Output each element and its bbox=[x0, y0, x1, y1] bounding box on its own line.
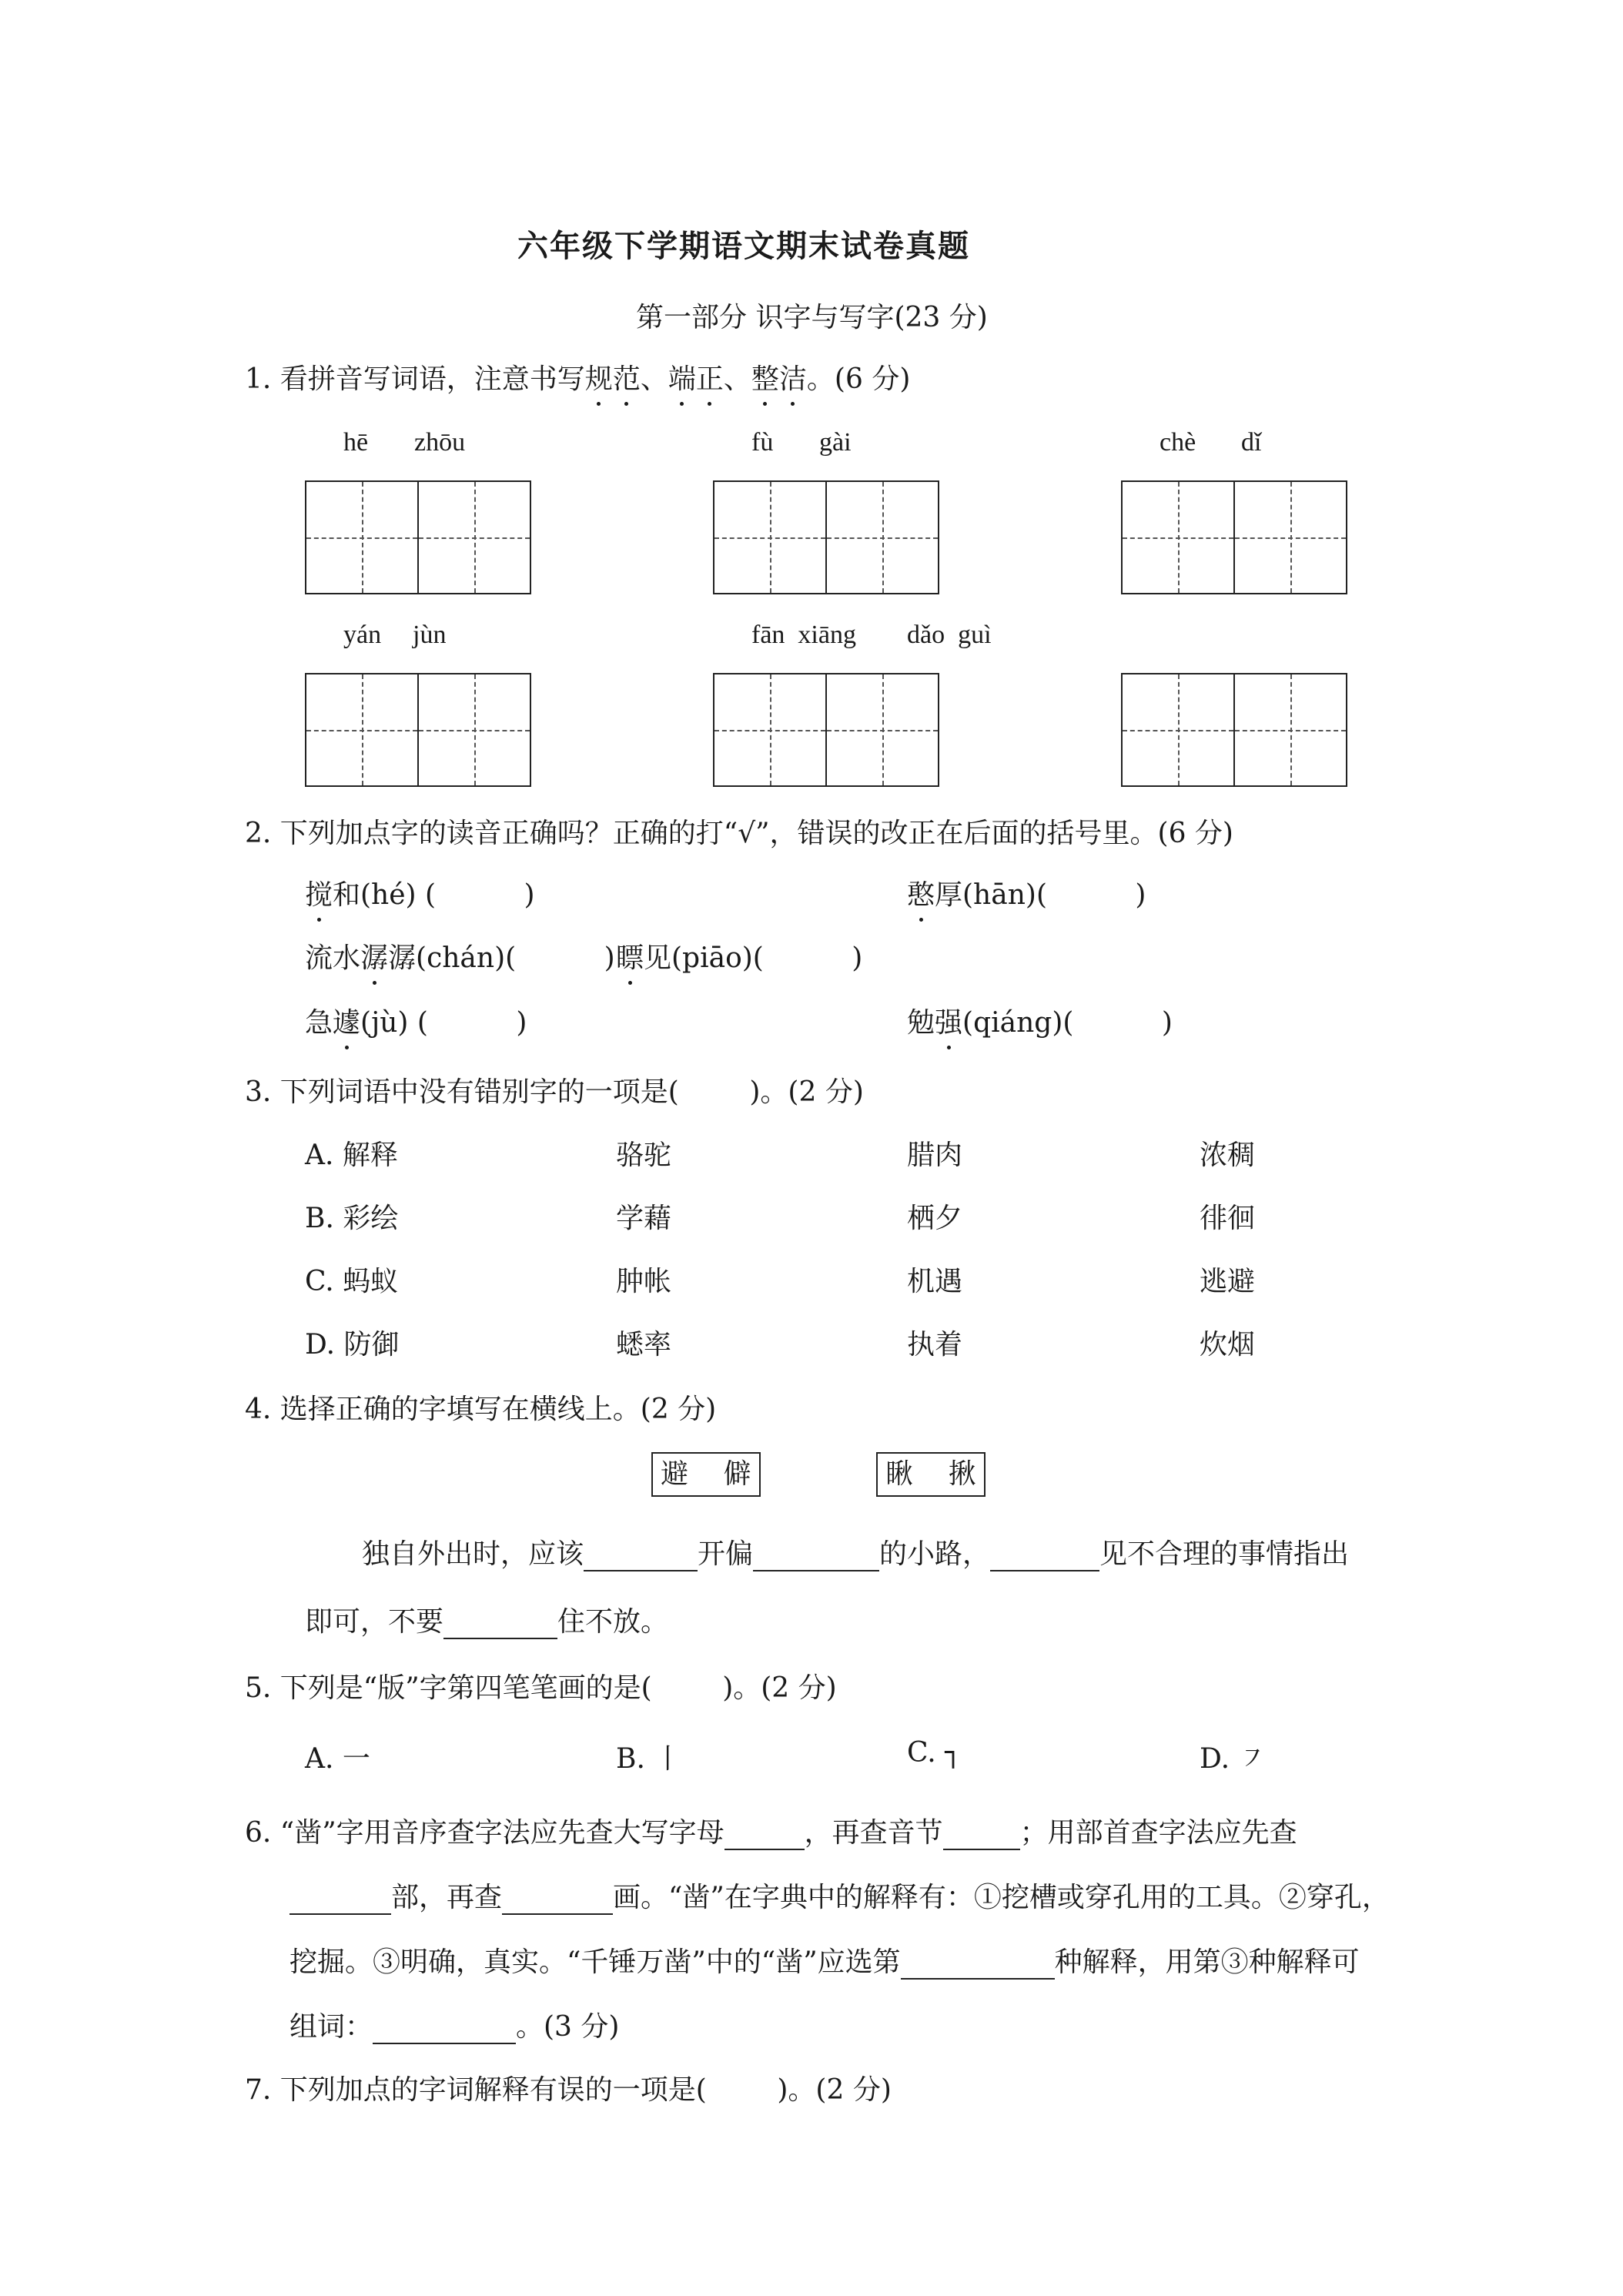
pinyin-5a: fān xiāng bbox=[751, 621, 856, 649]
dotted-char: 瞟 bbox=[616, 936, 644, 976]
choice-box-2: 瞅 揪 bbox=[876, 1452, 986, 1497]
option-d-3: 执着 bbox=[907, 1329, 963, 1361]
emphasis-char: 整 bbox=[751, 357, 779, 397]
reading-item: 瞟见(piāo)( ) bbox=[616, 936, 862, 976]
q5-option-c[interactable]: C. ┐ bbox=[907, 1737, 962, 1769]
option-b-3: 栖夕 bbox=[907, 1203, 963, 1234]
question-4-stem: 4. 选择正确的字填写在横线上。(2 分) bbox=[245, 1394, 717, 1425]
writing-grid[interactable] bbox=[1121, 673, 1347, 787]
option-b-1[interactable]: B. 彩绘 bbox=[305, 1203, 399, 1234]
pinyin-2a: fù bbox=[751, 428, 774, 457]
fill-sentence-line2: 即可，不要 住不放。 bbox=[305, 1606, 669, 1638]
pinyin-4a: yán bbox=[343, 621, 382, 649]
question-3-stem: 3. 下列词语中没有错别字的一项是( )。(2 分) bbox=[245, 1076, 864, 1108]
question-6-line3: 挖掘。③明确，真实。“千锤万凿”中的“凿”应选第 种解释，用第③种解释可 bbox=[289, 1946, 1360, 1978]
answer-blank[interactable] bbox=[990, 1542, 1099, 1571]
emphasis-char: 范 bbox=[613, 357, 641, 397]
answer-blank[interactable] bbox=[901, 1950, 1055, 1980]
answer-blank[interactable] bbox=[753, 1542, 879, 1571]
answer-blank[interactable] bbox=[502, 1886, 613, 1915]
writing-grid[interactable] bbox=[713, 480, 939, 594]
option-a-1[interactable]: A. 解释 bbox=[305, 1140, 398, 1171]
answer-blank[interactable] bbox=[943, 1821, 1020, 1850]
pinyin-2b: gài bbox=[819, 428, 852, 457]
option-b-2: 学藉 bbox=[616, 1203, 672, 1234]
pinyin-1b: zhōu bbox=[414, 428, 466, 457]
option-c-3: 机遇 bbox=[907, 1266, 963, 1297]
emphasis-char: 正 bbox=[696, 357, 724, 397]
question-2-stem: 2. 下列加点字的读音正确吗？正确的打“√”，错误的改正在后面的括号里。(6 分) bbox=[245, 818, 1233, 849]
option-a-2: 骆驼 bbox=[616, 1140, 672, 1171]
reading-item: 急遽(jù) ( ) bbox=[305, 1001, 527, 1040]
pinyin-5b: dǎo guì bbox=[907, 621, 992, 649]
pinyin-4b: jùn bbox=[413, 621, 447, 649]
q5-option-d[interactable]: D. ㇇ bbox=[1200, 1743, 1267, 1775]
writing-grid[interactable] bbox=[1121, 480, 1347, 594]
writing-grid[interactable] bbox=[305, 673, 531, 787]
dotted-char: 潺 bbox=[360, 936, 388, 976]
answer-blank[interactable] bbox=[724, 1821, 805, 1850]
choice-box-1: 避 僻 bbox=[651, 1452, 761, 1497]
q5-option-b[interactable]: B. 丨 bbox=[616, 1743, 682, 1775]
dotted-char: 搅 bbox=[305, 873, 333, 912]
dotted-char: 遽 bbox=[333, 1001, 360, 1040]
pinyin-3b: dǐ bbox=[1241, 428, 1262, 457]
option-c-1[interactable]: C. 蚂蚁 bbox=[305, 1266, 399, 1297]
question-1-stem bbox=[245, 357, 910, 397]
answer-blank[interactable] bbox=[584, 1542, 698, 1571]
q5-option-a[interactable]: A. 一 bbox=[305, 1743, 370, 1775]
option-b-4: 徘徊 bbox=[1200, 1203, 1256, 1234]
emphasis-char: 规 bbox=[585, 357, 613, 397]
reading-item: 搅和(hé) ( ) bbox=[305, 873, 535, 912]
question-6-line4: 组词： 。(3 分) bbox=[289, 2011, 620, 2043]
writing-grid[interactable] bbox=[713, 673, 939, 787]
answer-blank[interactable] bbox=[289, 1886, 391, 1915]
option-d-2: 蟋率 bbox=[616, 1329, 672, 1361]
q1-stem-b: 。(6 分) bbox=[806, 363, 911, 395]
pinyin-3a: chè bbox=[1160, 428, 1196, 457]
section-heading: 第一部分 识字与写字(23 分) bbox=[636, 302, 988, 333]
reading-item: 流水潺潺(chán)( ) bbox=[305, 936, 615, 976]
option-d-1[interactable]: D. 防御 bbox=[305, 1329, 400, 1361]
dotted-char: 憨 bbox=[907, 873, 935, 912]
reading-item: 憨厚(hān)( ) bbox=[907, 873, 1146, 912]
fill-sentence-line1: 独自外出时，应该 开偏 的小路， 见不合理的事情指出 bbox=[362, 1538, 1350, 1570]
reading-item: 勉强(qiáng)( ) bbox=[907, 1001, 1173, 1040]
question-6-line2: 部，再查 画。“凿”在字典中的解释有：①挖槽或穿孔用的工具。②穿孔， bbox=[289, 1876, 1390, 1915]
question-6-line1: 6. “凿”字用音序查字法应先查大写字母 ，再查音节 ；用部首查字法应先查 bbox=[245, 1817, 1297, 1849]
pinyin-1a: hē bbox=[343, 428, 369, 457]
dotted-char: 强 bbox=[935, 1001, 962, 1040]
separator: 、 bbox=[640, 363, 668, 395]
separator: 、 bbox=[723, 363, 751, 395]
emphasis-char: 端 bbox=[668, 357, 696, 397]
option-a-3: 腊肉 bbox=[907, 1140, 963, 1171]
q1-stem-a: 1. 看拼音写词语，注意书写 bbox=[245, 363, 585, 395]
option-c-4: 逃避 bbox=[1200, 1266, 1256, 1297]
answer-blank[interactable] bbox=[443, 1610, 557, 1639]
option-c-2: 肿帐 bbox=[616, 1266, 672, 1297]
option-d-4: 炊烟 bbox=[1200, 1329, 1256, 1361]
question-5-stem: 5. 下列是“版”字第四笔笔画的是( )。(2 分) bbox=[245, 1672, 837, 1704]
option-a-4: 浓稠 bbox=[1200, 1140, 1256, 1171]
page-title: 六年级下学期语文期末试卷真题 bbox=[517, 228, 970, 264]
question-7-stem: 7. 下列加点的字词解释有误的一项是( )。(2 分) bbox=[245, 2074, 892, 2106]
writing-grid[interactable] bbox=[305, 480, 531, 594]
answer-blank[interactable] bbox=[373, 2015, 516, 2044]
emphasis-char: 洁 bbox=[779, 357, 807, 397]
